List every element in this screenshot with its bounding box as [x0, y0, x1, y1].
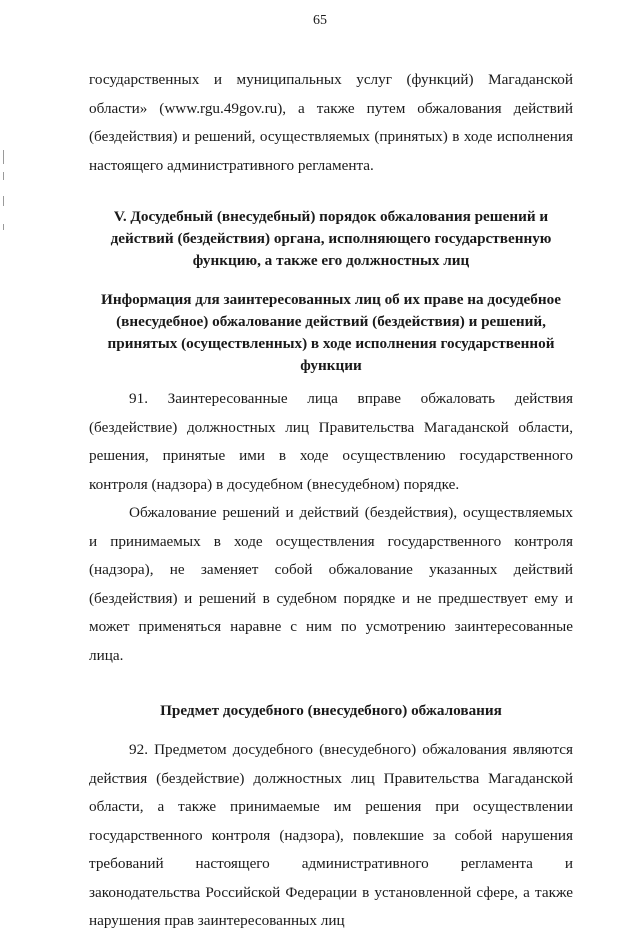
subsection-heading-subject: Предмет досудебного (внесудебного) обжалования: [160, 702, 502, 719]
margin-mark: [3, 172, 4, 180]
margin-mark: [3, 224, 4, 230]
paragraph-91-continued: Обжалование решений и действий (бездействия), осуществляемых и принимаемых в ходе осуществления государственного контроля (надзора), не заменяет собой обжалование указанных действий (бездействия) и решений в судебном порядке и не предшествует ему и может применяться наравне с ним по усмотрению заинтересованные лица.: [89, 504, 573, 664]
subsection-heading-info: Информация для заинтересованных лиц об их праве на досудебное (внесудебное) обжалование действий (бездействия) и решений, принятых (осуществленных) в ходе исполнения государственной функции: [101, 291, 561, 374]
margin-mark: [3, 150, 4, 164]
margin-mark: [3, 196, 4, 206]
document-body: [89, 66, 573, 936]
page-number: 65: [313, 13, 327, 28]
paragraph-92: 92. Предметом досудебного (внесудебного) обжалования являются действия (бездействие) должностных лиц Правительства Магаданской области, а также принимаемые им решения при осуществлении государственного контроля (надзора), повлекшие за собой нарушения требований настоящего административного регламента и законодательства Российской Федерации в установленной сфере, а также нарушения прав заинтересованных лиц: [89, 741, 573, 929]
section-heading: V. Досудебный (внесудебный) порядок обжалования решений и действий (бездействия) органа, исполняющего государственную функцию, а также его должностных лиц: [110, 208, 552, 269]
paragraph-91: 91. Заинтересованные лица вправе обжаловать действия (бездействие) должностных лиц Правительства Магаданской области, решения, принятые ими в ходе осуществлению государственного контроля (надзора) в досудебном (внесудебном) порядке.: [89, 390, 573, 493]
paragraph-intro: государственных и муниципальных услуг (функций) Магаданской области» (www.rgu.49gov.ru), а также путем обжалования действий (бездействия) и решений, осуществляемых (принятых) в ходе исполнения настоящего административного регламента.: [89, 71, 573, 174]
